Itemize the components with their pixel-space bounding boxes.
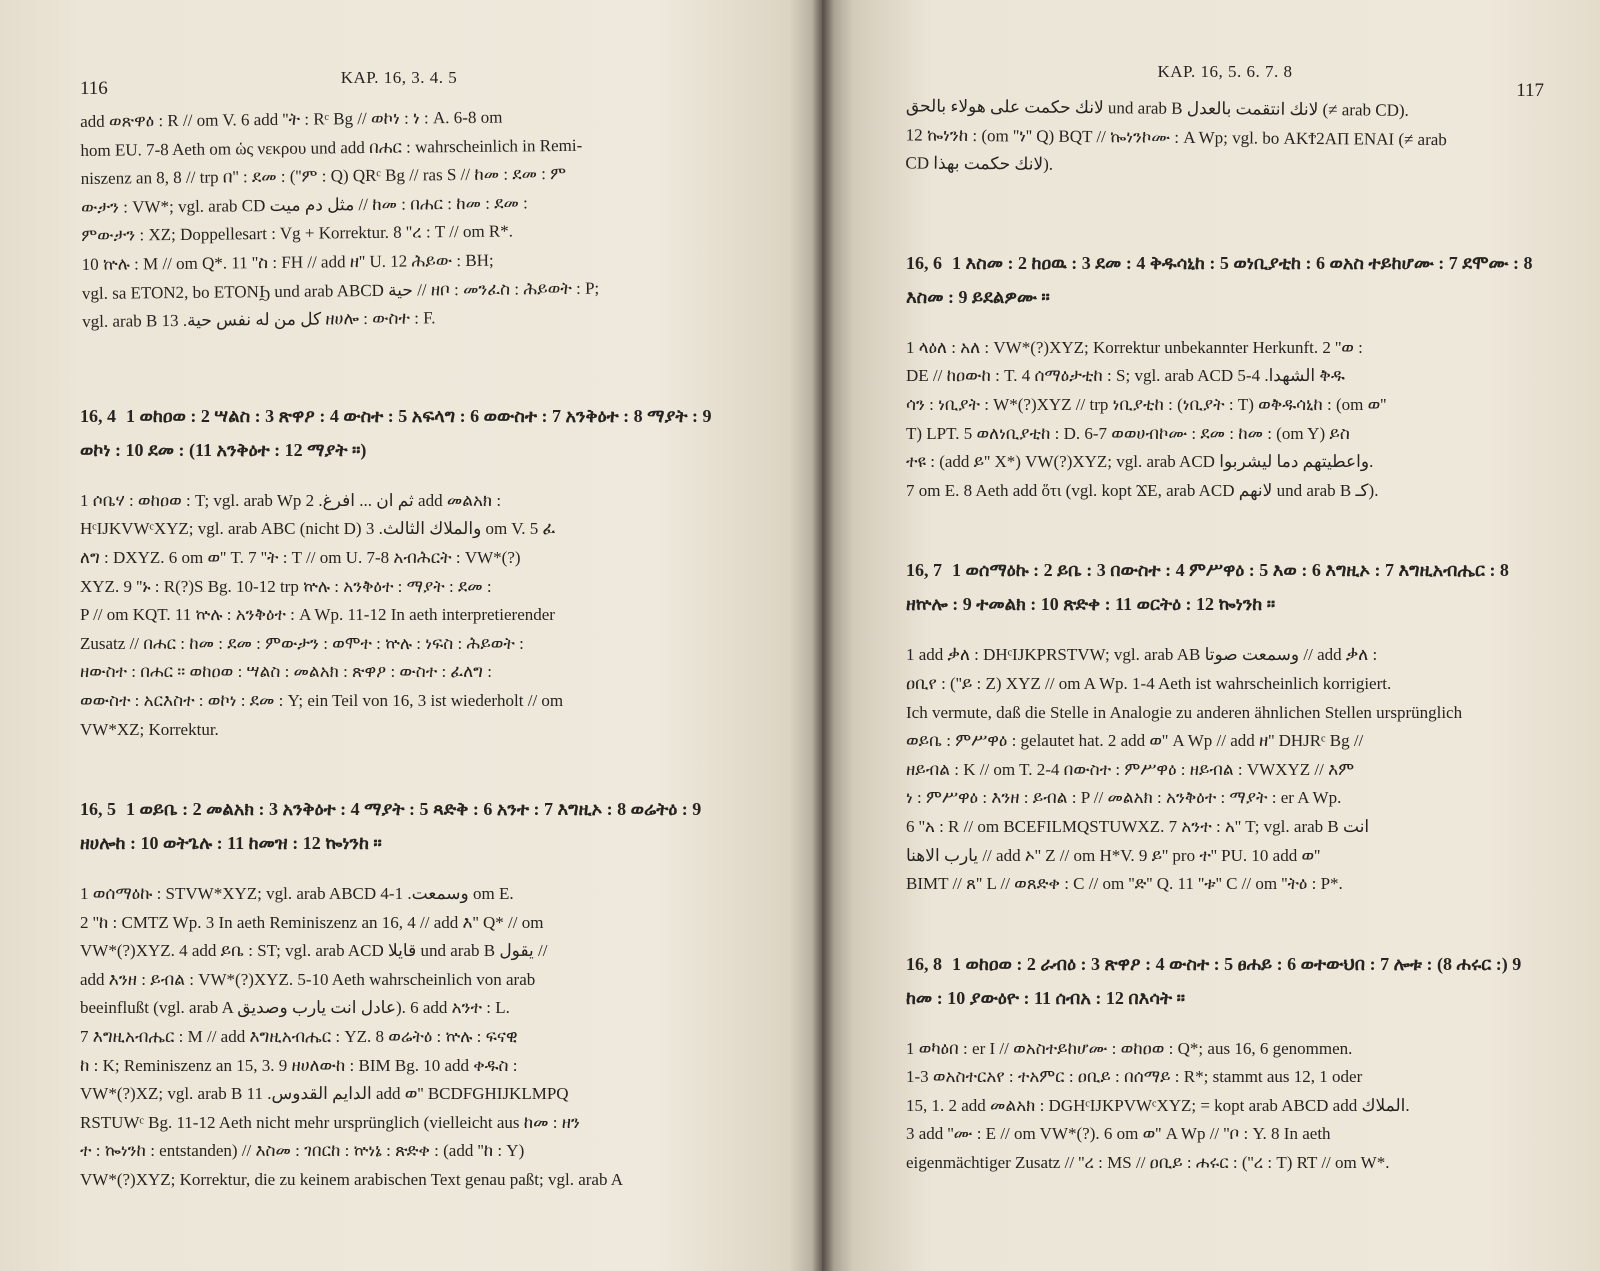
apparatus-16-4 <box>80 487 718 744</box>
verse-reference: 16, 8 <box>906 953 942 974</box>
apparatus-line: 1-3 ወአስተርአየ : ተአምር : ዐቢይ : በሰማይ : R*; stammt aus 12, 1 oder <box>906 1067 1363 1087</box>
page-number: 116 <box>80 78 108 99</box>
apparatus-line: 1 add ቃለ : DHᶜIJKPRSTVW; vgl. arab AB وسمعت صوتا // add ቃለ : <box>906 645 1378 665</box>
apparatus-line: 12 ኰነንከ : (om ''ነ'' Q) BQT // ኰነንኮሙ : A Wp; vgl. bo ΑΚϮ2ΑΠ ΕΝΑΙ (≠ arab <box>905 125 1447 149</box>
apparatus-line: 1 ላዕለ : አለ : VW*(?)XYZ; Korrektur unbekannter Herkunft. 2 ''ወ : <box>906 337 1363 357</box>
right-page <box>822 0 1600 1271</box>
apparatus-line: add እንዘ : ይብል : VW*(?)XYZ. 5-10 Aeth wahrscheinlich von arab <box>80 969 536 989</box>
apparatus-line: 1 ሶቤሃ : ወከዐወ : T; vgl. arab Wp ثم ان ... افرغ. 2 add መልአክ : <box>80 490 502 510</box>
right-page-header <box>906 58 1544 101</box>
apparatus-line: ዐቢየ : (''ይ : Z) XYZ // om A Wp. 1-4 Aeth ist wahrscheinlich korrigiert. <box>906 673 1392 693</box>
apparatus-line: 7 እግዚአብሔር : M // add እግዚአብሔር : YZ. 8 ወሬትዕ : ኵሉ : ፍናዊ <box>80 1027 518 1047</box>
apparatus-line: يارب الاهنا // add ኦ'' Z // om H*V. 9 ይ'' pro ተ'' PU. 10 add ወ'' <box>906 845 1321 865</box>
apparatus-line: ሳን : ነቢያት : W*(?)XYZ // trp ነቢያቲከ : (ነቢያት : T) ወቅዱሳኒከ : (om ወ'' <box>906 394 1387 414</box>
apparatus-line: 15, 1. 2 add መልአክ : DGHᶜIJKPVWᶜXYZ; = kopt arab ABCD add الملاك. <box>906 1095 1410 1115</box>
apparatus-line: ዘውስተ : በሐር ። ወከዐወ : ሣልስ : መልአክ : ጽዋዖ : ውስተ : ፈለግ : <box>80 662 492 682</box>
verse-text: 1 ወከዐወ : 2 ራብዕ : 3 ጽዋዖ : 4 ውስተ : 5 ፀሐይ : 6 ወተውህበ : 7 ሎቱ : (8 ሐሩር :) 9 ከመ : 10 ያውዕዮ : 11 ሰብአ : 12 በእሳት ። <box>906 953 1522 1008</box>
apparatus-16-8 <box>906 1035 1544 1178</box>
verse-text: 1 ወከዐወ : 2 ሣልስ : 3 ጽዋዖ : 4 ውስተ : 5 አፍላግ : 6 ወውስተ : 7 አንቅዕተ : 8 ማያት : 9 ወኮነ : 10 ደመ : (11 አንቅዕተ : 12 ማያት ።) <box>80 405 712 460</box>
verse-reference: 16, 4 <box>80 405 116 426</box>
verse-entry-16-6 <box>906 246 1544 314</box>
apparatus-line: XYZ. 9 ''ኑ : R(?)S Bg. 10-12 trp ኵሉ : አንቅዕተ : ማያት : ደመ : <box>80 576 492 596</box>
apparatus-line: ወይቤ : ምሥዋዕ : gelautet hat. 2 add ወ'' A Wp // add ዘ'' DHJRᶜ Bg // <box>906 731 1364 751</box>
apparatus-line: niszenz an 8, 8 // trp በ'' : ደመ : (''ም : Q) QRᶜ Bg // ras S // ከመ : ደመ : ም <box>80 164 567 189</box>
apparatus-line: 3 add ''ሙ : E // om VW*(?). 6 om ወ'' A Wp // ''ቦ : Y. 8 In aeth <box>906 1124 1331 1144</box>
running-head: KAP. 16, 3. 4. 5 <box>340 68 458 87</box>
verse-reference: 16, 7 <box>906 560 942 581</box>
apparatus-line: P // om KQT. 11 ኵሉ : አንቅዕተ : A Wp. 11-12 In aeth interpretierender <box>80 605 555 625</box>
apparatus-line: Ich vermute, daß die Stelle in Analogie zu anderen ähnlichen Stellen ursprünglich <box>906 702 1463 722</box>
apparatus-line: ከ : K; Reminiszenz an 15, 3. 9 ዘሀለውከ : BIM Bg. 10 add ቀዱስ : <box>80 1055 518 1075</box>
apparatus-line: ተ : ኰነንከ : entstanden) // እስመ : ገበርከ : ኵነኔ : ጽድቀ : (add ''ከ : Y) <box>80 1141 525 1161</box>
apparatus-line: BIMT // ጸ'' L // ወጸድቀ : C // om ''ድ'' Q. 11 ''ቱ'' C // om ''ትዕ : P*. <box>906 874 1343 894</box>
apparatus-line: ውታን : VW*; vgl. arab CD مثل دم ميت // ከመ : በሐር : ከመ : ደመ : <box>80 193 528 217</box>
apparatus-line: VW*(?)XYZ; Korrektur, die zu keinem arabischen Text genau paßt; vgl. arab A <box>80 1170 624 1190</box>
apparatus-line: 6 ''አ : R // om BCEFILMQSTUWXZ. 7 አንተ : አ'' T; vgl. arab B انت <box>906 816 1370 836</box>
book-gutter <box>812 0 834 1271</box>
apparatus-line: RSTUWᶜ Bg. 11-12 Aeth nicht mehr ursprünglich (vielleicht aus ከመ : ዘን <box>80 1112 580 1132</box>
apparatus-line: add ወጽዋዕ : R // om V. 6 add ''ት : Rᶜ Bg // ወኮነ : ነ : A. 6-8 om <box>80 107 503 131</box>
apparatus-line: DE // ከዐውከ : T. 4 ሰማዕታቲከ : S; vgl. arab ACD الشهدا. 4-5 ቅዱ <box>906 366 1345 386</box>
verse-text: 1 ወይቤ : 2 መልአክ : 3 አንቅዕተ : 4 ማያት : 5 ጻድቅ : 6 አንተ : 7 እግዚኦ : 8 ወሬትዕ : 9 ዘሀሎከ : 10 ወትጌሉ : 11 ከመዝ : 12 ኰነንከ ። <box>80 799 702 854</box>
apparatus-line: ወውስተ : አርእስተ : ወኮነ : ደመ : Y; ein Teil von 16, 3 ist wiederholt // om <box>80 690 564 710</box>
apparatus-line: لانك حكمت على هولاء بالحق und arab B لانك انتقمت بالعدل (≠ arab CD). <box>905 96 1409 120</box>
apparatus-line: ምውታን : XZ; Doppellesart : Vg + Korrektur. 8 ''ረ : T // om R*. <box>81 221 514 246</box>
apparatus-line: hom EU. 7-8 Aeth om ὡς νεκρου und add በሐር : wahrscheinlich in Remi- <box>80 135 583 160</box>
apparatus-16-5-continued <box>905 92 1544 183</box>
apparatus-line: vgl. arab B كل من له نفس حية. 13 ዘሀሎ : ውስተ : F. <box>82 308 436 332</box>
apparatus-16-7 <box>906 641 1544 898</box>
apparatus-16-5 <box>80 880 718 1195</box>
apparatus-line: 10 ኵሉ : M // om Q*. 11 ''ስ : FH // add ዘ'' U. 12 ሕይው : BH; <box>81 250 494 274</box>
apparatus-line: ነ : ምሥዋዕ : እንዘ : ይብል : P // መልአክ : አንቅዕተ : ማያት : er A Wp. <box>906 788 1342 808</box>
apparatus-line: beeinflußt (vgl. arab A عادل انت يارب وصديق). 6 add አንተ : L. <box>80 998 510 1018</box>
verse-entry-16-8 <box>906 947 1544 1015</box>
apparatus-line: 2 ''ከ : CMTZ Wp. 3 In aeth Reminiszenz an 16, 4 // add እ'' Q* // om <box>80 912 544 932</box>
apparatus-line: vgl. sa ΕΤΟΝ2, bo ΕΤΟΝϦ und arab ABCD حية // ዘቦ : መንፈስ : ሕይወት : P; <box>81 278 600 303</box>
verse-text: 1 እስመ : 2 ከዐዉ : 3 ደመ : 4 ቅዱሳኒከ : 5 ወነቢያቲከ : 6 ወአስ ተይከሆሙ : 7 ደሞሙ : 8 እስመ : 9 ይደልዎሙ ። <box>906 252 1533 307</box>
page-number: 117 <box>1516 80 1544 101</box>
verse-entry-16-7 <box>906 553 1544 621</box>
apparatus-line: VW*(?)XZ; vgl. arab B الدايم القدوس. 11 add ወ'' BCDFGHIJKLMPQ <box>80 1084 569 1104</box>
apparatus-line: 7 om E. 8 Aeth add ὅτι (vgl. kopt ϪΕ, arab ACD لانهم und arab B كـ). <box>906 480 1379 500</box>
apparatus-16-3 <box>80 101 720 336</box>
apparatus-line: 1 ወሰማዕኩ : STVW*XYZ; vgl. arab ABCD وسمعت. 1-4 om E. <box>80 884 514 904</box>
verse-text: 1 ወሰማዕኩ : 2 ይቤ : 3 በውስተ : 4 ምሥዋዕ : 5 እወ : 6 እግዚኦ : 7 እግዚአብሔር : 8 ዘኵሎ : 9 ተመልክ : 10 ጽድቀ : 11 ወርትዕ : 12 ኰነንከ ። <box>906 560 1509 615</box>
apparatus-16-6 <box>906 334 1544 506</box>
verse-reference: 16, 6 <box>906 252 942 273</box>
apparatus-line: T) LPT. 5 ወለነቢያቲከ : D. 6-7 ወወሀብኮሙ : ደመ : ከመ : (om Y) ይስ <box>906 423 1350 443</box>
apparatus-line: CD لانك حكمت بهذا). <box>905 153 1054 174</box>
apparatus-line: VW*(?)XYZ. 4 add ይቤ : ST; vgl. arab ACD قايلا und arab B يقول // <box>80 941 548 961</box>
running-head: KAP. 16, 5. 6. 7. 8 <box>1157 62 1293 81</box>
apparatus-line: Zusatz // በሐር : ከመ : ደመ : ምውታን : ወሞተ : ኵሉ : ነፍስ : ሕይወት : <box>80 633 524 653</box>
verse-reference: 16, 5 <box>80 799 116 820</box>
apparatus-line: VW*XZ; Korrektur. <box>80 719 219 739</box>
apparatus-line: ተዩ : (add ይ'' X*) VW(?)XYZ; vgl. arab ACD واعطيتهم دما ليشربوا. <box>906 452 1374 472</box>
apparatus-line: eigenmächtiger Zusatz // ''ረ : MS // ዐቢይ : ሐሩር : (''ረ : T) RT // om W*. <box>906 1153 1390 1173</box>
apparatus-line: HᶜIJKVWᶜXYZ; vgl. arab ABC (nicht D) والملاك الثالث. 3 om V. 5 ፈ <box>80 519 556 539</box>
apparatus-line: ለግ : DXYZ. 6 om ወ'' T. 7 ''ት : T // om U. 7-8 አብሕርት : VW*(?) <box>80 547 521 567</box>
verse-entry-16-4 <box>80 399 718 467</box>
verse-entry-16-5 <box>80 792 718 860</box>
apparatus-line: ዘይብል : K // om T. 2-4 በውስተ : ምሥዋዕ : ዘይብል : VWXYZ // እም <box>906 759 1355 779</box>
apparatus-line: 1 ወካዕበ : er I // ወአስተይከሆሙ : ወከዐወ : Q*; aus 16, 6 genommen. <box>906 1038 1353 1058</box>
